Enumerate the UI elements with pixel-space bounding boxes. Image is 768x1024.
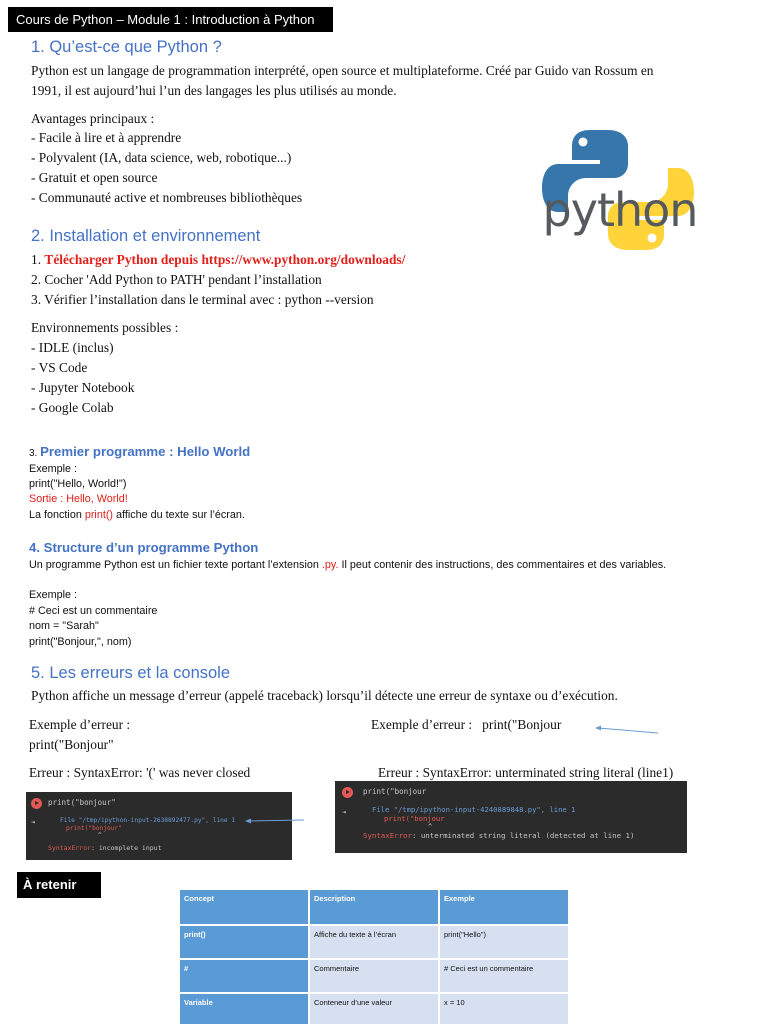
section-3-title-row — [29, 444, 250, 462]
right-error-row — [371, 715, 561, 735]
table-cell-example: # Ceci est un commentaire — [439, 959, 569, 993]
section-4-example-label: Exemple : — [29, 589, 78, 601]
console-file-line: File "/tmp/ipython-input-2638892477.py", line 1 — [60, 817, 236, 824]
section-3-example-label: Exemple : — [29, 463, 78, 475]
left-console-arrow — [244, 816, 304, 826]
console-error-line: SyntaxError: unterminated string literal (detected at line 1) — [363, 831, 635, 840]
environment-item: - Google Colab — [31, 400, 114, 415]
section-5-description: Python affiche un message d’erreur (appelé traceback) lorsqu’il détecte une erreur de syntaxe ou d’exécution. — [31, 688, 618, 703]
console-caret: ^ — [428, 822, 433, 831]
print-function-ref: print() — [84, 509, 114, 521]
section-4-title: 4. Structure d’un programme Python — [29, 540, 259, 555]
table-row — [179, 993, 569, 1024]
console-command: print("bonjour" — [48, 798, 116, 807]
console-code-line: print("bonjour" — [66, 825, 122, 832]
table-cell-description: Affiche du texte à l’écran — [309, 925, 439, 959]
summary-table — [178, 888, 570, 1024]
console-error-line: SyntaxError: incomplete input — [48, 844, 162, 852]
python-logo — [528, 122, 708, 257]
right-console-screenshot — [335, 781, 687, 853]
right-error-code: print("Bonjour — [482, 717, 562, 732]
section-3-code: print("Hello, World!") — [29, 478, 127, 490]
table-cell-concept: # — [179, 959, 309, 993]
install-step-3: 3. Vérifier l’installation dans le terminal avec : python --version — [31, 292, 374, 307]
environments-title: Environnements possibles : — [31, 320, 179, 335]
run-icon — [342, 787, 353, 798]
desc-part: La fonction — [29, 509, 85, 521]
output-icon: ⇥ — [342, 808, 347, 816]
desc-part: affiche du texte sur l’écran. — [113, 509, 245, 521]
table-cell-example: print("Hello") — [439, 925, 569, 959]
environment-item: - IDLE (inclus) — [31, 340, 114, 355]
section-5-title: 5. Les erreurs et la console — [31, 664, 231, 682]
section-1-intro-line2: 1991, il est aujourd’hui l’un des langages les plus utilisés au monde. — [31, 83, 397, 98]
section-4-code-line: nom = "Sarah" — [29, 620, 99, 632]
right-error-label: Exemple d’erreur : — [371, 717, 473, 732]
table-cell-example: x = 10 — [439, 993, 569, 1024]
environment-item: - VS Code — [31, 360, 88, 375]
left-error-code: print("Bonjour" — [29, 737, 114, 752]
section-1-intro-line1: Python est un langage de programmation interprété, open source et multiplateforme. Créé par Guido van Rossum en — [31, 63, 654, 78]
section-3-title: Premier programme : Hello World — [40, 444, 251, 459]
retenir-label: À retenir — [17, 872, 101, 898]
section-1-title: 1. Qu’est-ce que Python ? — [31, 38, 222, 56]
console-caret: ^ — [98, 832, 102, 839]
column-header: Concept — [179, 889, 309, 925]
install-step-2: 2. Cocher 'Add Python to PATH' pendant l’installation — [31, 272, 322, 287]
console-code-line: print("bonjour — [384, 814, 445, 823]
environment-item: - Jupyter Notebook — [31, 380, 135, 395]
section-3-description — [29, 508, 245, 524]
right-error-message: Erreur : SyntaxError: unterminated string literal (line1) — [378, 765, 674, 780]
section-4-description — [29, 558, 666, 574]
python-wordmark: python — [542, 183, 698, 237]
section-4-code-line: # Ceci est un commentaire — [29, 605, 158, 617]
table-cell-concept: Variable — [179, 993, 309, 1024]
section-4-title-row — [29, 540, 258, 558]
desc-part: Un programme Python est un fichier texte portant l’extension — [29, 559, 322, 571]
output-icon: ⇥ — [31, 818, 36, 826]
table-row — [179, 925, 569, 959]
run-icon — [31, 798, 42, 809]
console-file-line: File "/tmp/ipython-input-4240889848.py", line 1 — [372, 805, 576, 814]
annotation-arrow — [594, 724, 660, 736]
install-step-1-number: 1. — [31, 252, 45, 267]
advantages-title: Avantages principaux : — [31, 111, 155, 126]
left-error-label: Exemple d’erreur : — [29, 717, 131, 732]
table-row — [179, 959, 569, 993]
advantage-item: - Facile à lire et à apprendre — [31, 130, 182, 145]
left-console-screenshot — [26, 792, 292, 860]
section-3-output: Sortie : Hello, World! — [29, 493, 128, 505]
column-header: Description — [309, 889, 439, 925]
advantage-item: - Gratuit et open source — [31, 170, 158, 185]
column-header: Exemple — [439, 889, 569, 925]
py-extension: .py. — [321, 559, 339, 571]
table-header-row — [179, 889, 569, 925]
table-cell-description: Commentaire — [309, 959, 439, 993]
advantage-item: - Communauté active et nombreuses bibliothèques — [31, 190, 303, 205]
section-4-code-line: print("Bonjour,", nom) — [29, 636, 132, 648]
document-header — [8, 7, 333, 32]
advantage-item: - Polyvalent (IA, data science, web, robotique...) — [31, 150, 292, 165]
download-link[interactable]: Télécharger Python depuis https://www.python.org/downloads/ — [44, 252, 406, 267]
console-command: print("bonjour — [363, 787, 427, 796]
table-cell-concept: print() — [179, 925, 309, 959]
desc-part: Il peut contenir des instructions, des commentaires et des variables. — [338, 559, 667, 571]
section-3-number: 3. — [29, 448, 41, 459]
table-cell-description: Conteneur d’une valeur — [309, 993, 439, 1024]
document-title: Cours de Python – Module 1 : Introduction à Python — [16, 12, 315, 27]
left-error-message: Erreur : SyntaxError: '(' was never closed — [29, 765, 251, 780]
section-2-title: 2. Installation et environnement — [31, 227, 261, 245]
install-step-1 — [31, 250, 405, 270]
